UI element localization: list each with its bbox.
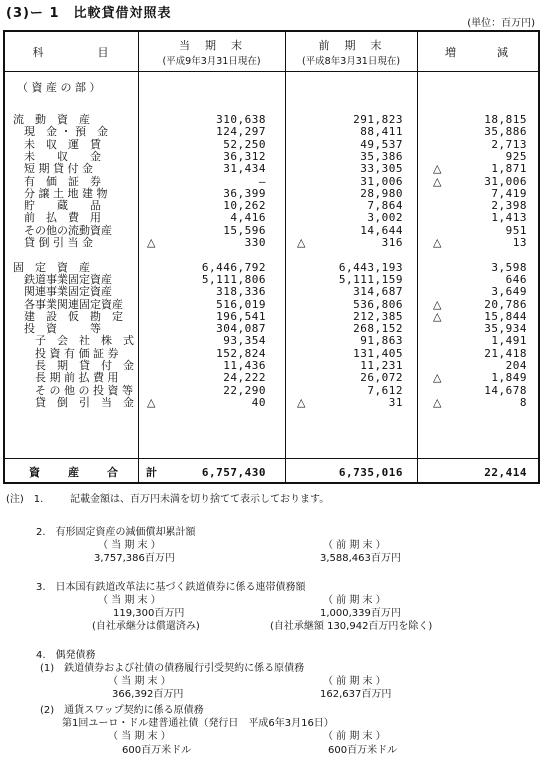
- cell-change: 1,849: [491, 371, 527, 385]
- table-row: [5, 262, 538, 274]
- cell-previous: 6,443,193: [338, 260, 403, 274]
- cell-current: 310,638: [216, 113, 266, 126]
- row-label: 有 価 証 券: [13, 174, 101, 188]
- cell-change: 7,419: [491, 186, 527, 200]
- cell-change: 1,413: [491, 211, 527, 225]
- total-divider: [5, 458, 538, 459]
- note2-current-value: 3,757,386百万円: [94, 553, 175, 564]
- note4-2-current-value: 600百万米ドル: [122, 745, 192, 756]
- table-row: [5, 311, 538, 323]
- note4-1-previous-value: 162,637百万円: [320, 689, 392, 700]
- cell-current: 124,297: [216, 125, 266, 139]
- table-row: [5, 286, 538, 298]
- note4-2-subtitle: 第1回ユーロ・ドル建普通社債（発行日 平成6年3月16日）: [62, 718, 334, 729]
- row-label: 貸 倒 引 当 金: [13, 236, 93, 249]
- note4-2-title: (2) 通貨スワップ契約に係る原債務: [40, 705, 204, 716]
- table-row: [5, 348, 538, 360]
- note4-2-previous-heading: （ 前 期 末 ）: [323, 731, 386, 742]
- negative-mark-icon: △: [433, 174, 442, 188]
- cell-change: 646: [505, 272, 527, 286]
- note2-title: 2. 有形固定資産の減価償却累計額: [36, 527, 196, 538]
- total-label: 資 産 合 計: [29, 466, 159, 479]
- cell-change: 20,786: [484, 297, 527, 311]
- cell-previous: 3,002: [367, 211, 403, 225]
- cell-change: 14,678: [484, 383, 527, 397]
- row-label: 前 払 費 用: [13, 211, 101, 225]
- cell-previous: 31: [388, 395, 403, 409]
- note1-text: 記載金額は、百万円未満を切り捨てて表示しております。: [70, 494, 330, 505]
- note3-previous-heading: （ 前 期 末 ）: [323, 595, 386, 606]
- row-label: 固 定 資 産: [13, 260, 90, 274]
- cell-change: 1,491: [491, 334, 527, 348]
- note3-current-remark: (自社承継分は償還済み): [92, 621, 200, 632]
- total-change: 22,414: [484, 466, 527, 479]
- header-divider: [5, 71, 538, 72]
- cell-previous: 26,072: [360, 371, 403, 385]
- note4-2-previous-value: 600百万米ドル: [328, 745, 398, 756]
- table-row: [5, 176, 538, 188]
- cell-change: 951: [505, 223, 527, 237]
- note4-1-current-value: 366,392百万円: [112, 689, 184, 700]
- table-row: [5, 372, 538, 384]
- cell-previous: 7,612: [367, 383, 403, 397]
- cell-current: 6,446,792: [201, 260, 266, 274]
- header-previous: 前 期 末: [318, 39, 384, 52]
- table-row: [5, 225, 538, 237]
- cell-current: 318,336: [216, 285, 266, 299]
- cell-previous: 536,806: [353, 297, 403, 311]
- cell-current: 5,111,806: [201, 272, 266, 286]
- row-label: 未 収 運 賃: [13, 137, 101, 151]
- cell-previous: 11,231: [360, 359, 403, 372]
- row-label: 長 期 前 払 費 用: [13, 371, 119, 385]
- cell-current: 10,262: [223, 199, 266, 213]
- cell-current: 52,250: [223, 137, 266, 151]
- table-row: [5, 397, 538, 409]
- negative-mark-icon: △: [433, 236, 442, 249]
- cell-change: 13: [512, 236, 527, 249]
- row-label: そ の 他 の 投 資 等: [13, 383, 133, 397]
- note2-previous-value: 3,588,463百万円: [320, 553, 401, 564]
- cell-change: 35,934: [484, 322, 527, 336]
- cell-change: 3,598: [491, 260, 527, 274]
- cell-current: 196,541: [216, 309, 266, 323]
- cell-change: 204: [505, 359, 527, 372]
- cell-change: 18,815: [484, 113, 527, 126]
- cell-current: 31,434: [223, 162, 266, 176]
- note2-previous-heading: （ 前 期 末 ）: [323, 540, 386, 551]
- note4-1-previous-heading: （ 前 期 末 ）: [323, 676, 386, 687]
- cell-change: 15,844: [484, 309, 527, 323]
- row-label: 投 資 等: [13, 322, 101, 336]
- row-label: 分 譲 土 地 建 物: [13, 186, 108, 200]
- table-row: [5, 237, 538, 249]
- cell-change: 31,006: [484, 174, 527, 188]
- section-label-row: [5, 82, 538, 94]
- row-label: 貯 蔵 品: [13, 199, 101, 213]
- cell-previous: 49,537: [360, 137, 403, 151]
- negative-mark-icon: △: [297, 395, 306, 409]
- cell-change: 8: [519, 395, 527, 409]
- cell-current: ―: [258, 174, 266, 188]
- note4-1-current-heading: （ 当 期 末 ）: [108, 676, 171, 687]
- row-label: 各事業関連固定資産: [13, 297, 123, 311]
- cell-change: 2,398: [491, 199, 527, 213]
- cell-current: 15,596: [223, 223, 266, 237]
- cell-previous: 7,864: [367, 199, 403, 213]
- cell-current: 24,222: [223, 371, 266, 385]
- row-label: 関連事業固定資産: [13, 285, 112, 299]
- row-label: その他の流動資産: [13, 223, 112, 237]
- cell-current: 36,312: [223, 149, 266, 163]
- note1-prefix: (注) 1.: [6, 494, 44, 505]
- row-label: 貸 倒 引 当 金: [13, 395, 134, 409]
- header-current-date: (平成9年3月31日現在): [162, 56, 261, 67]
- total-previous: 6,735,016: [338, 466, 403, 479]
- cell-current: 330: [244, 236, 266, 249]
- table-row: [5, 126, 538, 138]
- cell-current: 516,019: [216, 297, 266, 311]
- note2-current-heading: （ 当 期 末 ）: [98, 540, 161, 551]
- header-current: 当 期 末: [179, 39, 244, 52]
- row-label: 建 設 仮 勘 定: [13, 309, 123, 323]
- cell-current: 40: [251, 395, 266, 409]
- cell-previous: 316: [381, 236, 403, 249]
- total-row: [5, 467, 538, 479]
- cell-previous: 91,863: [360, 334, 403, 348]
- cell-change: 3,649: [491, 285, 527, 299]
- note4-1-title: (1) 鉄道債券および社債の債務履行引受契約に係る原債務: [40, 663, 305, 674]
- header-item: 科 目: [32, 46, 111, 59]
- table-row: [5, 385, 538, 397]
- row-label: 短 期 貸 付 金: [13, 162, 93, 176]
- cell-change: 925: [505, 149, 527, 163]
- row-label: 流 動 資 産: [13, 113, 90, 126]
- cell-current: 93,354: [223, 334, 266, 348]
- negative-mark-icon: △: [433, 162, 442, 176]
- row-label: 鉄道事業固定資産: [13, 272, 112, 286]
- cell-current: 22,290: [223, 383, 266, 397]
- section-label: （ 資 産 の 部 ）: [17, 81, 101, 94]
- cell-previous: 28,980: [360, 186, 403, 200]
- cell-current: 152,824: [216, 346, 266, 360]
- note3-current-heading: （ 当 期 末 ）: [98, 595, 161, 606]
- cell-change: 21,418: [484, 346, 527, 360]
- table-row: [5, 335, 538, 347]
- table-row: [5, 163, 538, 175]
- cell-previous: 212,385: [353, 309, 403, 323]
- note3-previous-remark: (自社承継額 130,942百万円を除く): [270, 621, 433, 632]
- row-label: 現 金 ・ 預 金: [13, 125, 108, 139]
- cell-previous: 88,411: [360, 125, 403, 139]
- cell-previous: 314,687: [353, 285, 403, 299]
- cell-previous: 268,152: [353, 322, 403, 336]
- cell-change: 2,713: [491, 137, 527, 151]
- row-label: 長 期 貸 付 金: [13, 359, 134, 372]
- cell-previous: 131,405: [353, 346, 403, 360]
- header-change: 増 減: [445, 46, 510, 59]
- page-title: (3)ー 1 比較貸借対照表: [6, 6, 172, 21]
- table-row: [5, 249, 538, 261]
- row-label: 子 会 社 株 式: [13, 334, 134, 348]
- cell-previous: 31,006: [360, 174, 403, 188]
- negative-mark-icon: △: [147, 236, 156, 249]
- negative-mark-icon: △: [433, 297, 442, 311]
- negative-mark-icon: △: [433, 395, 442, 409]
- table-row: [5, 212, 538, 224]
- cell-previous: 291,823: [353, 113, 403, 126]
- row-label: 投 資 有 価 証 券: [13, 346, 119, 360]
- negative-mark-icon: △: [433, 371, 442, 385]
- cell-change: 35,886: [484, 125, 527, 139]
- cell-previous: 33,305: [360, 162, 403, 176]
- cell-previous: 14,644: [360, 223, 403, 237]
- note3-previous-value: 1,000,339百万円: [320, 608, 401, 619]
- header-previous-date: (平成8年3月31日現在): [301, 56, 401, 67]
- cell-previous: 35,386: [360, 149, 403, 163]
- balance-sheet-table: [3, 30, 540, 484]
- note3-title: 3. 日本国有鉄道改革法に基づく鉄道債券に係る連帯債務額: [36, 582, 306, 593]
- table-row: [5, 139, 538, 151]
- negative-mark-icon: △: [433, 309, 442, 323]
- table-row: [5, 299, 538, 311]
- total-current: 6,757,430: [201, 466, 266, 479]
- cell-change: 1,871: [491, 162, 527, 176]
- note4-2-current-heading: （ 当 期 末 ）: [108, 731, 171, 742]
- note3-current-value: 119,300百万円: [113, 608, 185, 619]
- note4-title: 4. 偶発債務: [36, 650, 96, 661]
- cell-previous: 5,111,159: [338, 272, 403, 286]
- cell-current: 11,436: [223, 359, 266, 372]
- negative-mark-icon: △: [147, 395, 156, 409]
- negative-mark-icon: △: [297, 236, 306, 249]
- cell-current: 4,416: [230, 211, 266, 225]
- unit-label: (単位：百万円): [467, 18, 535, 29]
- row-label: 未 収 金: [13, 149, 101, 163]
- cell-current: 36,399: [223, 186, 266, 200]
- table-row: [5, 188, 538, 200]
- cell-current: 304,087: [216, 322, 266, 336]
